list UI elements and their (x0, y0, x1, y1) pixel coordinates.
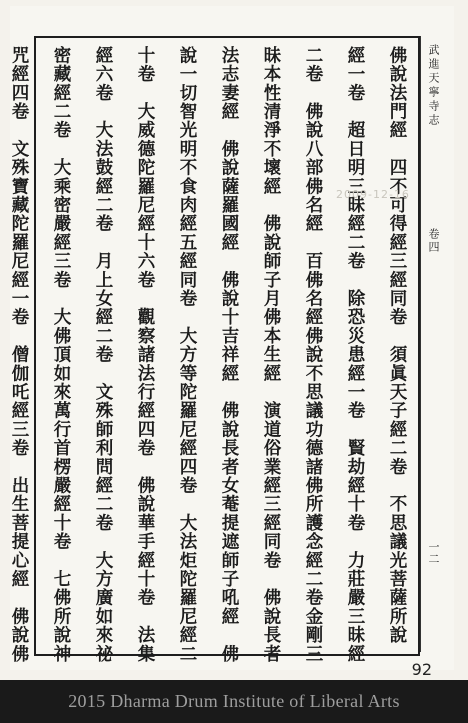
running-head-margin (420, 36, 449, 652)
text-column-7: 十卷 大威德陀羅尼經十六卷 觀察諸法行經四卷 佛說華手經十卷 法集 (135, 46, 155, 664)
text-column-10: 咒經四卷 文殊寶藏陀羅尼經一卷 僧伽吒經三卷 出生菩提心經 佛說佛 (9, 46, 29, 664)
text-columns (9, 38, 418, 664)
scanned-page (9, 6, 454, 679)
text-column-6: 說一切智光明不食肉經五經同卷 大方等陀羅尼經四卷 大法炬陀羅尼經二 (177, 46, 197, 664)
running-head-volume: 卷四 (427, 228, 440, 254)
text-column-9: 密藏經二卷 大乘密嚴經三卷 大佛頂如來萬行首楞嚴經十卷 七佛所說神 (51, 46, 71, 664)
date-stamp: 2009-12-16 (336, 188, 410, 201)
text-column-5: 法志妻經 佛說薩羅國經 佛說十吉祥經 佛說長者女菴提遮師子吼經 佛 (219, 46, 239, 664)
text-column-4: 昧本性清淨不壞經 佛說師子月佛本生經 演道俗業經三經同卷 佛說長者 (261, 46, 281, 664)
running-head-folio: 一二 (427, 541, 440, 565)
text-column-8: 經六卷 大法鼓經二卷 月上女經二卷 文殊師利問經二卷 大方廣如來祕 (93, 46, 113, 664)
copyright-watermark: 2015 Dharma Drum Institute of Liberal Arts (0, 680, 468, 723)
page-number: 92 (411, 660, 432, 679)
text-frame (9, 36, 420, 664)
text-column-1: 佛說法門經 四不可得經三經同卷 須眞天子經二卷 不思議光菩薩所說 (387, 46, 407, 645)
text-column-3: 二卷 佛說八部佛名經 百佛名經佛說不思議功德諸佛所護念經二卷金剛三 (303, 46, 323, 664)
text-column-2: 經一卷 超日明三昧經二卷 除恐災患經一卷 賢劫經十卷 力莊嚴三昧經 (345, 46, 365, 664)
running-head-title: 武進天寧寺志 (427, 44, 440, 128)
